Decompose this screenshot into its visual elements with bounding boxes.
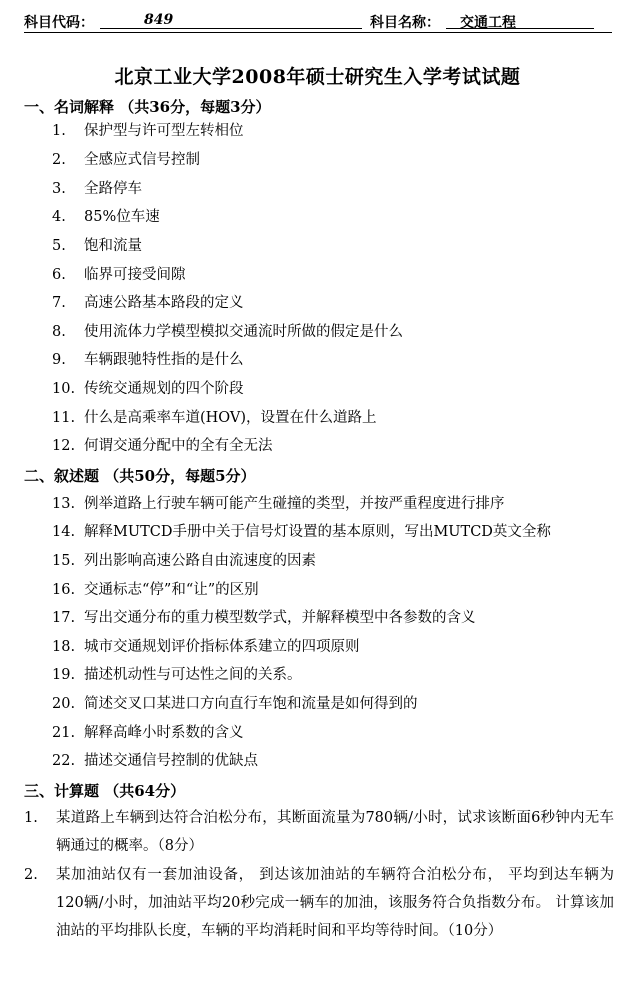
- item-text: 描述机动性与可达性之间的关系。: [84, 667, 302, 683]
- list-item: [52, 751, 258, 771]
- list-item: [52, 236, 142, 256]
- list-item: [52, 207, 160, 227]
- subject-name-value: 交通工程: [460, 15, 516, 31]
- item-number: 20.: [52, 696, 76, 712]
- item-text: 解释高峰小时系数的含义: [84, 725, 244, 741]
- item-text: 高速公路基本路段的定义: [84, 295, 244, 311]
- item-number: 10.: [52, 381, 76, 397]
- item-number: 5.: [52, 238, 66, 254]
- list-item: [52, 723, 244, 743]
- list-item: [52, 150, 200, 170]
- list-item: [52, 121, 244, 141]
- item-text: 交通标志“停”和“让”的区别: [84, 582, 259, 598]
- item-text: 临界可接受间隙: [84, 267, 186, 283]
- item-number: 4.: [52, 209, 66, 225]
- item-number: 7.: [52, 295, 66, 311]
- subject-code-field: [100, 12, 362, 29]
- list-item: [52, 265, 186, 285]
- subject-name-field: [446, 12, 594, 29]
- subject-code-value: 849: [144, 12, 174, 28]
- item-number: 11.: [52, 410, 76, 426]
- problem-text: 某加油站仅有一套加油设备， 到达该加油站的车辆符合泊松分布， 平均到达车辆为120辆/小时，加油站平均20秒完成一辆车的加油，该服务符合负指数分布。 计算该加油站的平均排队长度，车辆的平均消耗时间和平均等待时间。（10分）: [56, 867, 614, 939]
- item-text: 传统交通规划的四个阶段: [84, 381, 244, 397]
- item-number: 18.: [52, 639, 76, 655]
- item-number: 9.: [52, 352, 66, 368]
- section-heading-essay: 二、叙述题 （共50分，每题5分）: [24, 467, 256, 485]
- item-text: 例举道路上行驶车辆可能产生碰撞的类型，并按严重程度进行排序: [84, 496, 505, 512]
- item-text: 保护型与许可型左转相位: [84, 123, 244, 139]
- problem-text: 某道路上车辆到达符合泊松分布，其断面流量为780辆/小时，试求该断面6秒钟内无车辆通过的概率。（8分）: [56, 810, 614, 854]
- item-number: 13.: [52, 496, 76, 512]
- exam-title: 北京工业大学2008年硕士研究生入学考试试题: [114, 66, 521, 88]
- list-item: [52, 637, 360, 657]
- item-text: 什么是高乘率车道(HOV)，设置在什么道路上: [84, 410, 377, 426]
- list-item: [52, 665, 302, 685]
- item-text: 写出交通分布的重力模型数学式，并解释模型中各参数的含义: [84, 610, 476, 626]
- item-number: 21.: [52, 725, 76, 741]
- calc-problem: [24, 861, 614, 945]
- list-item: [52, 408, 377, 428]
- item-number: 3.: [52, 181, 66, 197]
- subject-name-label: 科目名称：: [370, 15, 440, 31]
- item-text: 何谓交通分配中的全有全无法: [84, 438, 273, 454]
- item-number: 6.: [52, 267, 66, 283]
- section-heading-calculation: 三、计算题 （共64分）: [24, 782, 186, 800]
- exam-header: [24, 8, 612, 33]
- item-text: 85%位车速: [84, 209, 160, 225]
- item-text: 简述交叉口某进口方向直行车饱和流量是如何得到的: [84, 696, 418, 712]
- list-item: [52, 179, 142, 199]
- subject-code-label: 科目代码：: [24, 15, 94, 31]
- item-text: 车辆跟驰特性指的是什么: [84, 352, 244, 368]
- list-item: [52, 350, 244, 370]
- item-number: 19.: [52, 667, 76, 683]
- list-item: [52, 293, 244, 313]
- calc-problem: [24, 804, 614, 860]
- item-number: 8.: [52, 324, 66, 340]
- list-item: [52, 379, 244, 399]
- item-text: 全感应式信号控制: [84, 152, 200, 168]
- item-text: 解释MUTCD手册中关于信号灯设置的基本原则，写出MUTCD英文全称: [84, 524, 551, 540]
- section-heading-definitions: 一、名词解释 （共36分，每题3分）: [24, 98, 271, 116]
- list-item: [52, 322, 403, 342]
- item-number: 17.: [52, 610, 76, 626]
- item-text: 饱和流量: [84, 238, 142, 254]
- item-number: 15.: [52, 553, 76, 569]
- item-number: 22.: [52, 753, 76, 769]
- list-item: [52, 522, 551, 542]
- item-text: 使用流体力学模型模拟交通流时所做的假定是什么: [84, 324, 403, 340]
- list-item: [52, 494, 505, 514]
- item-number: 2.: [52, 152, 66, 168]
- problem-number: 1.: [24, 810, 38, 826]
- list-item: [52, 608, 476, 628]
- list-item: [52, 551, 316, 571]
- item-text: 城市交通规划评价指标体系建立的四项原则: [84, 639, 360, 655]
- item-number: 14.: [52, 524, 76, 540]
- item-text: 列出影响高速公路自由流速度的因素: [84, 553, 316, 569]
- item-text: 描述交通信号控制的优缺点: [84, 753, 258, 769]
- list-item: [52, 694, 418, 714]
- item-text: 全路停车: [84, 181, 142, 197]
- item-number: 1.: [52, 123, 66, 139]
- item-number: 16.: [52, 582, 76, 598]
- problem-number: 2.: [24, 867, 38, 883]
- list-item: [52, 436, 273, 456]
- item-number: 12.: [52, 438, 76, 454]
- list-item: [52, 580, 259, 600]
